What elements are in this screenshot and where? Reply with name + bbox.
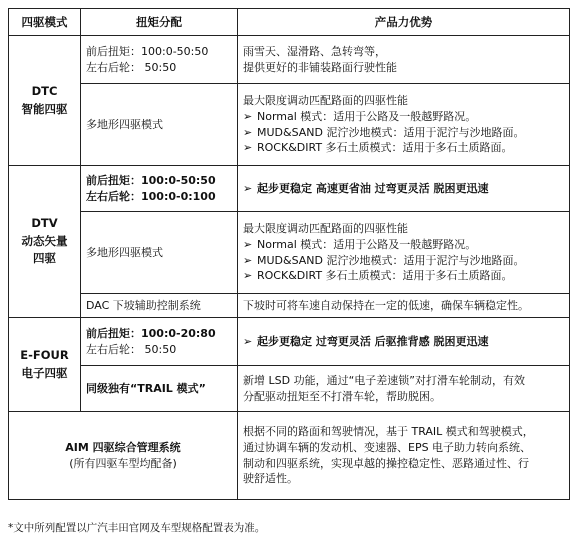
dtc-name-line-1: DTC [31, 83, 58, 98]
footnote: *文中所列配置以广汽丰田官网及车型规格配置表为准。 [8, 522, 266, 534]
dtc-terrain-item: ➢ Normal 模式：适用于公路及一般越野路况。 [243, 109, 477, 123]
efour-row-torque [9, 318, 570, 366]
dtc-torque-front-rear: 前后扭矩：100:0-50:50 [86, 44, 209, 58]
aim-benefit-line: 根据不同的路面和驾驶情况，基于 TRAIL 模式和驾驶模式， [243, 424, 534, 438]
dtv-terrain-title: 最大限度调动匹配路面的四驱性能 [243, 221, 408, 235]
dtc-name-line-2: 智能四驱 [21, 101, 68, 116]
dtv-terrain-item: ➢ Normal 模式：适用于公路及一般越野路况。 [243, 237, 477, 251]
efour-trail-line-1: 新增 LSD 功能，通过“电子差速锁”对打滑车轮制动，有效 [243, 373, 525, 387]
arrow-bullet-icon: ➢ [243, 237, 253, 251]
header-row [9, 9, 570, 36]
efour-name-line-1: E-FOUR [20, 347, 69, 362]
efour-mode-cell [9, 318, 81, 412]
dtv-torque-cell [81, 166, 238, 212]
dtv-row-dac [9, 294, 570, 318]
header-torque: 扭矩分配 [81, 9, 238, 36]
arrow-bullet-icon: ➢ [243, 141, 253, 155]
dtc-torque-cell [81, 36, 238, 84]
dtc-mode-cell [9, 36, 81, 166]
dtv-name-line-2: 动态矢量 [21, 233, 68, 248]
awd-spec-table [8, 8, 570, 500]
dtv-row-terrain [9, 212, 570, 294]
efour-trail-line-2: 分配驱动扭矩至不打滑车轮，帮助脱困。 [243, 389, 441, 403]
dtv-dac-benefit: 下坡时可将车速自动保持在一定的低速，确保车辆稳定性。 [238, 294, 570, 318]
aim-name: AIM 四驱综合管理系统 [65, 440, 181, 454]
aim-sub: (所有四驱车型均配备) [69, 456, 177, 470]
arrow-bullet-icon: ➢ [243, 125, 253, 139]
dtv-benefit-cell [238, 166, 570, 212]
dtv-terrain-item: ➢ ROCK&DIRT 多石土质模式：适用于多石土质路面。 [243, 269, 513, 283]
dtc-terrain-label: 多地形四驱模式 [81, 84, 238, 166]
dtv-torque-left-right: 左右后轮：100:0-0:100 [86, 189, 216, 203]
dtv-terrain-cell [238, 212, 570, 294]
dtc-benefit-cell [238, 36, 570, 84]
efour-row-trail [9, 366, 570, 412]
dtc-benefit-line-2: 提供更好的非铺装路面行驶性能 [243, 60, 397, 74]
dtc-terrain-title: 最大限度调动匹配路面的四驱性能 [243, 93, 408, 107]
arrow-bullet-icon: ➢ [243, 334, 253, 348]
header-mode: 四驱模式 [9, 9, 81, 36]
aim-benefit-cell [238, 412, 570, 500]
header-benefit: 产品力优势 [238, 9, 570, 36]
efour-torque-front-rear: 前后扭矩：100:0-20:80 [86, 326, 216, 340]
efour-trail-label: 同级独有“TRAIL 模式” [81, 366, 238, 412]
dtv-mode-cell [9, 166, 81, 318]
dtc-row-torque [9, 36, 570, 84]
dtv-torque-front-rear: 前后扭矩：100:0-50:50 [86, 173, 216, 187]
dtc-terrain-cell [238, 84, 570, 166]
dtv-name-line-1: DTV [31, 215, 58, 230]
arrow-bullet-icon: ➢ [243, 253, 253, 267]
dtc-row-terrain [9, 84, 570, 166]
aim-benefit-line: 通过协调车辆的发动机、变速器、EPS 电子助力转向系统、 [243, 440, 532, 454]
dtv-terrain-item: ➢ MUD&SAND 泥泞沙地模式：适用于泥泞与沙地路面。 [243, 253, 525, 267]
efour-torque-left-right: 左右后轮： 50:50 [86, 342, 177, 356]
dtv-terrain-label: 多地形四驱模式 [81, 212, 238, 294]
arrow-bullet-icon: ➢ [243, 269, 253, 283]
arrow-bullet-icon: ➢ [243, 181, 253, 195]
dtc-benefit-line-1: 雨雪天、湿滑路、急转弯等， [243, 44, 386, 58]
aim-row [9, 412, 570, 500]
aim-benefit-line: 驶舒适性。 [243, 472, 298, 486]
efour-name-line-2: 电子四驱 [21, 365, 68, 380]
dtc-terrain-item: ➢ ROCK&DIRT 多石土质模式：适用于多石土质路面。 [243, 141, 513, 155]
dtv-row-torque [9, 166, 570, 212]
aim-benefit-line: 制动和四驱系统，实现卓越的操控稳定性、恶路通过性、行 [243, 456, 529, 470]
efour-benefit-cell [238, 318, 570, 366]
efour-trail-benefit [238, 366, 570, 412]
dtv-dac-label: DAC 下坡辅助控制系统 [81, 294, 238, 318]
dtv-name-line-3: 四驱 [33, 251, 56, 266]
dtv-benefit: ➢ 起步更稳定 高速更省油 过弯更灵活 脱困更迅速 [243, 181, 489, 195]
dtc-terrain-item: ➢ MUD&SAND 泥泞沙地模式：适用于泥泞与沙地路面。 [243, 125, 525, 139]
efour-benefit: ➢ 起步更稳定 过弯更灵活 后驱推背感 脱困更迅速 [243, 334, 489, 348]
aim-name-cell [9, 412, 238, 500]
dtc-torque-left-right: 左右后轮： 50:50 [86, 60, 177, 74]
efour-torque-cell [81, 318, 238, 366]
arrow-bullet-icon: ➢ [243, 109, 253, 123]
